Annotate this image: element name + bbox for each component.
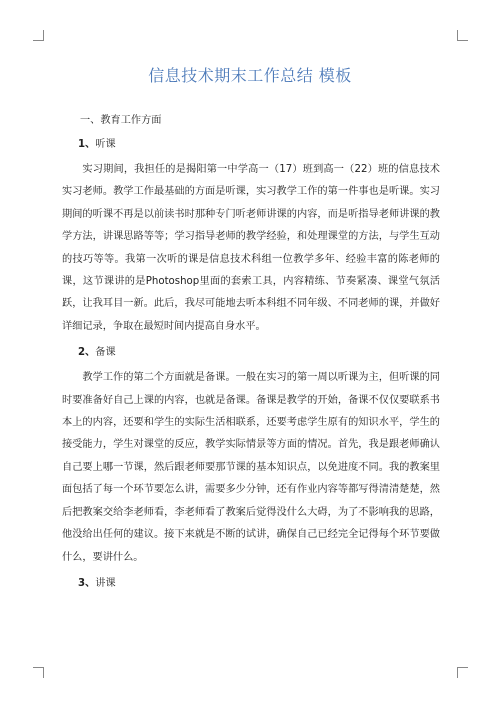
subheading-label: 听课 xyxy=(95,139,116,150)
subheading-teaching xyxy=(62,575,440,593)
corner-mark-bottom-left xyxy=(33,667,44,678)
subheading-number: 2、 xyxy=(78,347,96,359)
subheading-number: 3、 xyxy=(78,577,96,589)
document-body xyxy=(62,112,440,598)
corner-mark-top-right xyxy=(457,30,468,41)
subheading-label: 备课 xyxy=(95,347,116,359)
corner-mark-bottom-right xyxy=(457,667,468,678)
subheading-preparation xyxy=(62,344,440,362)
subheading-label: 讲课 xyxy=(95,577,116,589)
document-title: 信息技术期末工作总结 模板 xyxy=(148,66,352,85)
subheading-listening xyxy=(62,136,440,154)
section-heading-education: 一、教育工作方面 xyxy=(80,115,162,126)
paragraph-listening: 实习期间，我担任的是揭阳第一中学高一（17）班到高一（22）班的信息技术实习老师。教学工作最基础的方面是听课，实习教学工作的第一件事也是听课。实习期间的听课不再是以前读书时那种专门听老师讲课的内容，而是听指导老师讲课的教学方法，讲课思路等等；学习指导老师的教学经验，和处理课堂的方法，与学生互动的技巧等等。我第一次听的课是信息技术科组一位教学多年、经验丰富的陈老师的课，这节课讲的是Photoshop里面的套索工具，内容精练、节奏紧凑、课堂气氛活跃，让我耳目一新。此后，我尽可能地去听本科组不同年级、不同老师的课，并做好详细记录，争取在最短时间内提高自身水平。 xyxy=(62,164,440,332)
paragraph-preparation: 教学工作的第二个方面就是备课。一般在实习的第一周以听课为主，但听课的同时要准备好自己上课的内容，也就是备课。备课是教学的开始，备课不仅仅要联系书本上的内容，还要和学生的实际生活相联系，还要考虑学生原有的知识水平，学生的接受能力，学生对课堂的反应，教学实际情景等方面的情况。首先，我是跟老师确认自己要上哪一节课，然后跟老师要那节课的基本知识点，以免进度不同。我的教案里面包括了每一个环节要怎么讲，需要多少分钟，还有作业内容等都写得清清楚楚，然后把教案交给李老师看，李老师看了教案后觉得没什么大碍，为了不影响我的思路，他没给出任何的建议。接下来就是不断的试讲，确保自己已经完全记得每个环节要做什么，要讲什么。 xyxy=(62,372,440,563)
subheading-number: 1、 xyxy=(78,139,96,150)
corner-mark-top-left xyxy=(33,30,44,41)
